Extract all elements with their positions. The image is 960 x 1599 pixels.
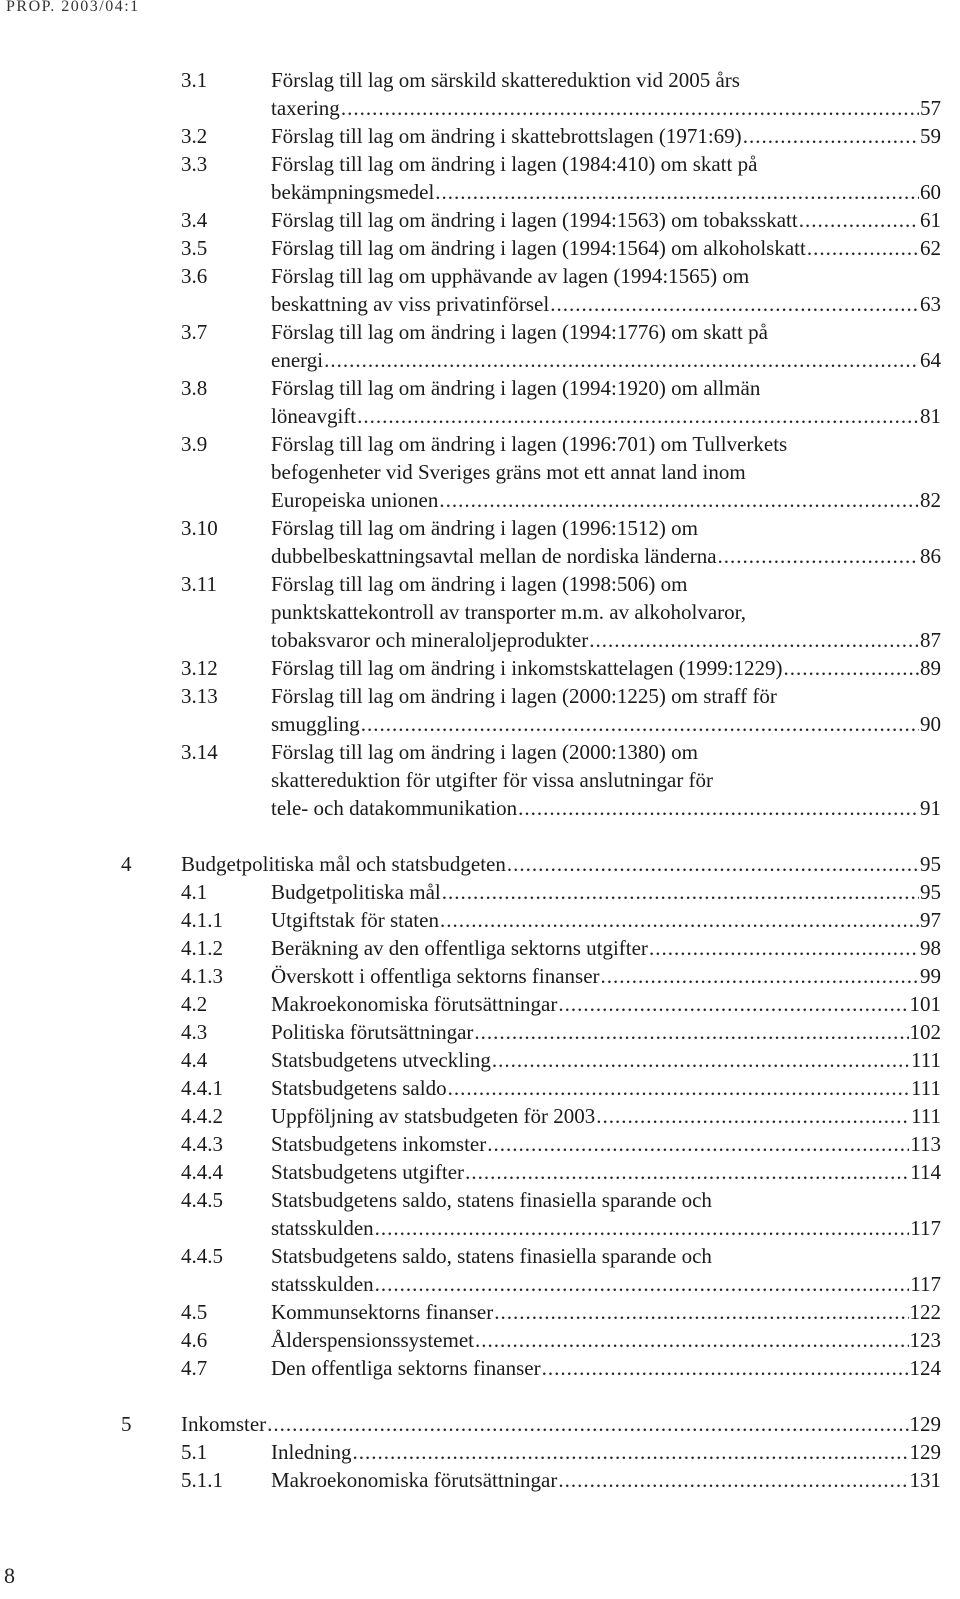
page-ref: 117	[910, 1216, 941, 1240]
page-ref: 64	[920, 348, 941, 372]
toc-entry[interactable]	[0, 1354, 960, 1382]
page-ref: 129	[909, 1412, 941, 1436]
page-ref: 111	[911, 1104, 941, 1128]
dot-leader	[596, 1102, 910, 1130]
toc-entry[interactable]	[0, 262, 960, 318]
title-line: Inledning	[271, 1440, 352, 1464]
title-line: Förslag till lag om upphävande av lagen (1994:1565) om	[271, 264, 750, 288]
section-title	[271, 1466, 941, 1494]
dot-leader	[357, 402, 919, 430]
section-title	[271, 1018, 941, 1046]
page-ref: 87	[920, 628, 941, 652]
dot-leader	[375, 1214, 910, 1242]
title-line: Statsbudgetens saldo	[271, 1076, 447, 1100]
section-number: 4.1.3	[181, 964, 223, 988]
toc-entry[interactable]	[0, 234, 960, 262]
section-title	[271, 374, 941, 430]
page-ref: 86	[920, 544, 941, 568]
title-line: Förslag till lag om ändring i lagen (1994:1563) om tobaksskatt	[271, 208, 798, 232]
title-line: Politiska förutsättningar	[271, 1020, 474, 1044]
title-line: statsskulden	[271, 1216, 374, 1240]
dot-leader	[475, 1326, 909, 1354]
running-header: PROP. 2003/04:1	[6, 0, 140, 15]
page-ref: 82	[920, 488, 941, 512]
title-line: Förslag till lag om ändring i lagen (2000:1225) om straff för	[271, 684, 777, 708]
section-title	[271, 1354, 941, 1382]
section-title	[271, 1186, 941, 1242]
title-line: Inkomster	[181, 1412, 267, 1436]
section-title	[271, 1102, 941, 1130]
page-ref: 111	[911, 1048, 941, 1072]
section-number: 4.1	[181, 880, 208, 904]
section-title	[271, 962, 941, 990]
page-ref: 59	[920, 124, 941, 148]
section-number: 4	[121, 852, 132, 876]
section-number: 3.5	[181, 236, 208, 260]
dot-leader	[558, 1466, 908, 1494]
toc-entry[interactable]	[0, 1326, 960, 1354]
title-line: Makroekonomiska förutsättningar	[271, 992, 558, 1016]
title-line: tele- och datakommunikation	[271, 796, 518, 820]
dot-leader	[518, 794, 919, 822]
section-title	[271, 66, 941, 122]
section-title	[271, 654, 941, 682]
section-number: 3.3	[181, 152, 208, 176]
title-line: punktskattekontroll av transporter m.m. av alkoholvaror,	[271, 600, 747, 624]
toc-entry[interactable]	[0, 1046, 960, 1074]
page-ref: 91	[920, 796, 941, 820]
section-number: 4.3	[181, 1020, 208, 1044]
title-line: Den offentliga sektorns finanser	[271, 1356, 541, 1380]
section-number: 4.6	[181, 1328, 208, 1352]
title-line: Förslag till lag om ändring i lagen (1994:1776) om skatt på	[271, 320, 768, 344]
title-line: skattereduktion för utgifter för vissa anslutningar för	[271, 768, 714, 792]
section-title	[271, 430, 941, 514]
section-title	[271, 1158, 941, 1186]
section-number: 3.11	[181, 572, 217, 596]
page-ref: 62	[920, 236, 941, 260]
toc-entry[interactable]	[0, 1102, 960, 1130]
title-line: Statsbudgetens saldo, statens finasiella sparande och	[271, 1244, 712, 1268]
dot-leader	[442, 878, 919, 906]
toc-entry[interactable]	[0, 374, 960, 430]
title-line: Förslag till lag om ändring i lagen (1996:1512) om	[271, 516, 698, 540]
title-line: Ålderspensionssystemet	[271, 1328, 474, 1352]
title-line: Kommunsektorns finanser	[271, 1300, 494, 1324]
section-number: 4.5	[181, 1300, 208, 1324]
title-line: Överskott i offentliga sektorns finanser	[271, 964, 600, 988]
section-number: 3.8	[181, 376, 208, 400]
title-line: smuggling	[271, 712, 360, 736]
page-ref: 129	[909, 1440, 941, 1464]
title-line: Förslag till lag om ändring i lagen (1994:1920) om allmän	[271, 376, 761, 400]
toc-entry[interactable]	[0, 906, 960, 934]
section-title	[271, 1326, 941, 1354]
section-number: 3.9	[181, 432, 208, 456]
toc-entry[interactable]	[0, 122, 960, 150]
section-title	[271, 206, 941, 234]
page-ref: 61	[920, 208, 941, 232]
page-ref: 98	[920, 936, 941, 960]
section-title	[271, 150, 941, 206]
section-number: 3.13	[181, 684, 218, 708]
toc-entry[interactable]	[0, 1158, 960, 1186]
title-line: Förslag till lag om ändring i lagen (1994:1564) om alkoholskatt	[271, 236, 806, 260]
section-number: 4.2	[181, 992, 208, 1016]
dot-leader	[267, 1410, 908, 1438]
title-line: Utgiftstak för staten	[271, 908, 439, 932]
toc-entry[interactable]	[0, 1186, 960, 1242]
section-number: 4.4.4	[181, 1160, 223, 1184]
section-number: 3.2	[181, 124, 208, 148]
section-title	[271, 878, 941, 906]
toc-entry[interactable]	[0, 570, 960, 654]
title-line: bekämpningsmedel	[271, 180, 435, 204]
dot-leader	[492, 1046, 910, 1074]
toc-entry[interactable]	[0, 1298, 960, 1326]
title-line: Förslag till lag om ändring i lagen (1984:410) om skatt på	[271, 152, 758, 176]
section-title	[271, 906, 941, 934]
dot-leader	[494, 1298, 908, 1326]
dot-leader	[601, 962, 919, 990]
page-ref: 89	[920, 656, 941, 680]
title-line: Statsbudgetens saldo, statens finasiella sparande och	[271, 1188, 712, 1212]
title-line: Beräkning av den offentliga sektorns utgifter	[271, 936, 648, 960]
section-number: 3.6	[181, 264, 208, 288]
toc-entry[interactable]	[0, 738, 960, 822]
section-title	[271, 1242, 941, 1298]
title-line: Budgetpolitiska mål och statsbudgeten	[181, 852, 506, 876]
page-ref: 122	[909, 1300, 941, 1324]
page-ref: 95	[920, 880, 941, 904]
page-ref: 131	[909, 1468, 941, 1492]
title-line: taxering	[271, 96, 340, 120]
page-ref: 90	[920, 712, 941, 736]
section-title	[181, 850, 941, 878]
page-ref: 101	[909, 992, 941, 1016]
title-line: Budgetpolitiska mål	[271, 880, 441, 904]
page-ref: 124	[909, 1356, 941, 1380]
title-line: Förslag till lag om ändring i lagen (2000:1380) om	[271, 740, 698, 764]
title-line: Statsbudgetens utveckling	[271, 1048, 491, 1072]
title-line: Europeiska unionen	[271, 488, 439, 512]
dot-leader	[589, 626, 919, 654]
page-ref: 63	[920, 292, 941, 316]
section-number: 4.4.2	[181, 1104, 223, 1128]
title-line: Förslag till lag om ändring i skattebrottslagen (1971:69)	[271, 124, 742, 148]
title-line: Förslag till lag om ändring i lagen (1998:506) om	[271, 572, 688, 596]
toc-entry[interactable]	[0, 990, 960, 1018]
title-line: Förslag till lag om ändring i lagen (1996:701) om Tullverkets	[271, 432, 788, 456]
title-line: Uppföljning av statsbudgeten för 2003	[271, 1104, 596, 1128]
toc-entry[interactable]	[0, 1242, 960, 1298]
section-number: 4.1.1	[181, 908, 223, 932]
page-ref: 60	[920, 180, 941, 204]
dot-leader	[474, 1018, 908, 1046]
title-line: energi	[271, 348, 324, 372]
toc-entry[interactable]	[0, 1130, 960, 1158]
dot-leader	[542, 1354, 909, 1382]
section-number: 4.4.5	[181, 1244, 223, 1268]
dot-leader	[439, 486, 919, 514]
section-number: 4.1.2	[181, 936, 223, 960]
section-title	[271, 234, 941, 262]
page-ref: 123	[909, 1328, 941, 1352]
title-line: Förslag till lag om särskild skattereduktion vid 2005 års	[271, 68, 740, 92]
dot-leader	[784, 654, 919, 682]
toc-entry[interactable]	[0, 206, 960, 234]
title-line: Makroekonomiska förutsättningar	[271, 1468, 558, 1492]
title-line: befogenheter vid Sveriges gräns mot ett annat land inom	[271, 460, 746, 484]
section-title	[271, 1046, 941, 1074]
toc-entry[interactable]	[0, 318, 960, 374]
page-ref: 97	[920, 908, 941, 932]
dot-leader	[448, 1074, 910, 1102]
toc-entry[interactable]	[0, 934, 960, 962]
toc-entry[interactable]	[0, 150, 960, 206]
toc-entry[interactable]	[0, 962, 960, 990]
dot-leader	[799, 206, 919, 234]
section-number: 5	[121, 1412, 132, 1436]
dot-leader	[807, 234, 919, 262]
section-title	[271, 738, 941, 822]
section-title	[271, 934, 941, 962]
page-ref: 117	[910, 1272, 941, 1296]
section-title	[271, 262, 941, 318]
dot-leader	[324, 346, 919, 374]
dot-leader	[440, 906, 919, 934]
dot-leader	[465, 1158, 909, 1186]
dot-leader	[435, 178, 919, 206]
dot-leader	[361, 710, 919, 738]
toc-entry[interactable]	[0, 514, 960, 570]
section-number: 5.1	[181, 1440, 208, 1464]
section-title	[271, 682, 941, 738]
toc-entry[interactable]	[0, 682, 960, 738]
toc-entry[interactable]	[0, 1074, 960, 1102]
section-title	[181, 1410, 941, 1438]
page-ref: 102	[909, 1020, 941, 1044]
section-number: 4.4.1	[181, 1076, 223, 1100]
title-line: tobaksvaror och mineraloljeprodukter	[271, 628, 589, 652]
title-line: Statsbudgetens utgifter	[271, 1160, 465, 1184]
dot-leader	[507, 850, 919, 878]
section-number: 4.4.3	[181, 1132, 223, 1156]
section-title	[271, 570, 941, 654]
section-number: 4.4.5	[181, 1188, 223, 1212]
section-number: 3.10	[181, 516, 218, 540]
page-ref: 111	[911, 1076, 941, 1100]
dot-leader	[558, 990, 908, 1018]
section-title	[271, 122, 941, 150]
section-number: 4.7	[181, 1356, 208, 1380]
title-line: statsskulden	[271, 1272, 374, 1296]
title-line: Förslag till lag om ändring i inkomstskattelagen (1999:1229)	[271, 656, 783, 680]
section-title	[271, 990, 941, 1018]
section-number: 5.1.1	[181, 1468, 223, 1492]
title-line: löneavgift	[271, 404, 357, 428]
page-ref: 99	[920, 964, 941, 988]
dot-leader	[352, 1438, 908, 1466]
dot-leader	[375, 1270, 910, 1298]
toc-entry[interactable]	[0, 1466, 960, 1494]
toc-entry[interactable]	[0, 1410, 960, 1438]
table-of-contents	[0, 66, 960, 1494]
title-line: beskattning av viss privatinförsel	[271, 292, 550, 316]
toc-entry[interactable]	[0, 654, 960, 682]
section-number: 4.4	[181, 1048, 208, 1072]
page-ref: 113	[910, 1132, 941, 1156]
dot-leader	[649, 934, 919, 962]
page-number: 8	[4, 1563, 15, 1588]
section-number: 3.14	[181, 740, 218, 764]
dot-leader	[718, 542, 919, 570]
section-number: 3.4	[181, 208, 208, 232]
section-number: 3.1	[181, 68, 208, 92]
toc-entry[interactable]	[0, 430, 960, 514]
page-ref: 81	[920, 404, 941, 428]
dot-leader	[743, 122, 919, 150]
section-number: 3.7	[181, 320, 208, 344]
toc-entry[interactable]	[0, 1018, 960, 1046]
title-line: dubbelbeskattningsavtal mellan de nordiska länderna	[271, 544, 717, 568]
section-title	[271, 1130, 941, 1158]
dot-leader	[550, 290, 919, 318]
page-ref: 114	[910, 1160, 941, 1184]
toc-entry[interactable]	[0, 878, 960, 906]
section-title	[271, 1074, 941, 1102]
section-number: 3.12	[181, 656, 218, 680]
section-title	[271, 1298, 941, 1326]
toc-entry[interactable]	[0, 66, 960, 122]
dot-leader	[487, 1130, 909, 1158]
toc-entry[interactable]	[0, 1438, 960, 1466]
page-ref: 95	[920, 852, 941, 876]
section-title	[271, 1438, 941, 1466]
title-line: Statsbudgetens inkomster	[271, 1132, 487, 1156]
section-title	[271, 318, 941, 374]
toc-entry[interactable]	[0, 850, 960, 878]
section-title	[271, 514, 941, 570]
dot-leader	[341, 94, 919, 122]
page-ref: 57	[920, 96, 941, 120]
